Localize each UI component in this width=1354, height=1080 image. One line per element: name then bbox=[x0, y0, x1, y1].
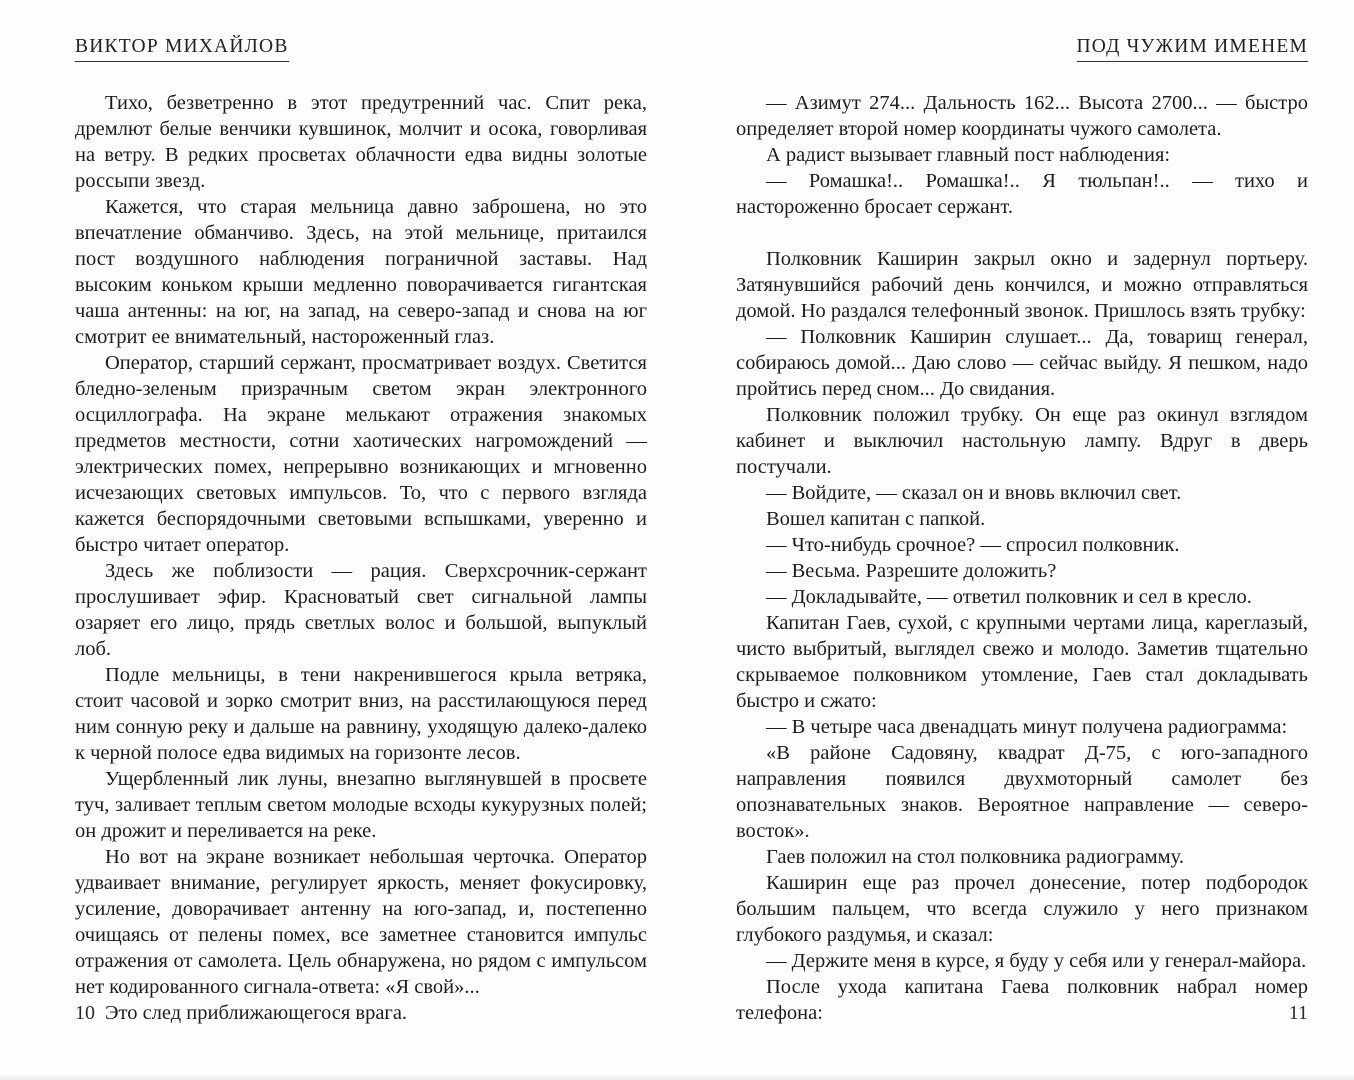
paragraph: Полковник Каширин закрыл окно и задернул портьеру. Затянувшийся рабочий день кончился, и можно отправляться домой. Но раздался телефонный звонок. Пришлось взять трубку: bbox=[736, 248, 1308, 322]
paragraph: «В районе Садовяну, квадрат Д-75, с юго-западного направления появился двухмоторный самолет без опознавательных знаков. Вероятное направление — северо-восток». bbox=[736, 742, 1308, 842]
running-head-row-left bbox=[75, 36, 647, 70]
paragraph: — Азимут 274... Дальность 162... Высота 2700... — быстро определяет второй номер координаты чужого самолета. bbox=[736, 92, 1308, 140]
paragraph: Это след приближающегося врага. bbox=[105, 1002, 408, 1024]
paragraph: — Ромашка!.. Ромашка!.. Я тюльпан!.. — тихо и настороженно бросает сержант. bbox=[736, 170, 1308, 218]
paragraph: — Весьма. Разрешите доложить? bbox=[766, 560, 1057, 582]
running-head-row-right bbox=[736, 36, 1308, 70]
paragraph: Вошел капитан с папкой. bbox=[766, 508, 986, 530]
paragraph: Оператор, старший сержант, просматривает воздух. Светится бледно-зеленым призрачным светом экран электронного осциллографа. На экране мелькают отражения знакомых предметов местности, сотни хаотических нагромождений — электрических помех, непрерывно возникающих и мгновенно исчезающих световых импульсов. То, что с первого взгляда кажется беспорядочными световыми вспышками, уверенно и быстро читает оператор. bbox=[75, 352, 647, 556]
paragraph: Капитан Гаев, сухой, с крупными чертами лица, кареглазый, чисто выбритый, выглядел свежо и молодо. Заметив тщательно скрываемое полковником утомление, Гаев стал докладывать быстро и сжато: bbox=[736, 612, 1308, 712]
paragraph: А радист вызывает главный пост наблюдения: bbox=[766, 144, 1171, 166]
paragraph: — В четыре часа двенадцать минут получена радиограмма: bbox=[766, 716, 1288, 738]
paragraph: Кажется, что старая мельница давно заброшена, но это впечатление обманчиво. Здесь, на этой мельнице, притаился пост воздушного наблюдения пограничной заставы. Над высоким коньком крыши медленно поворачивается гигантская чаша антенны: на юг, на запад, на северо-запад и снова на юг смотрит ее внимательный, настороженный глаз. bbox=[75, 196, 647, 348]
page-number-right: 11 bbox=[1288, 1002, 1308, 1024]
page-right bbox=[736, 36, 1308, 1026]
paragraph: Здесь же поблизости — рация. Сверхсрочник-сержант прослушивает эфир. Красноватый свет сигнальной лампы озаряет его лицо, прядь светлых волос и большой, выпуклый лоб. bbox=[75, 560, 647, 660]
paragraph: — Держите меня в курсе, я буду у себя или у генерал-майора. bbox=[766, 950, 1307, 972]
page-left-body-text bbox=[75, 90, 647, 1026]
paragraph: — Что-нибудь срочное? — спросил полковник. bbox=[766, 534, 1180, 556]
paragraph: Гаев положил на стол полковника радиограмму. bbox=[766, 846, 1184, 868]
paragraph: Ущербленный лик луны, внезапно выглянувшей в просвете туч, заливает теплым светом молодые всходы кукурузных полей; он дрожит и переливается на реке. bbox=[75, 768, 647, 842]
paragraph: — Войдите, — сказал он и вновь включил свет. bbox=[766, 482, 1182, 504]
running-head-author: ВИКТОР МИХАЙЛОВ bbox=[75, 36, 289, 62]
page-right-body-text bbox=[736, 90, 1308, 1026]
paragraph: Полковник положил трубку. Он еще раз окинул взглядом кабинет и выключил настольную лампу. Вдруг в дверь постучали. bbox=[736, 404, 1308, 478]
paragraph: — Докладывайте, — ответил полковник и сел в кресло. bbox=[766, 586, 1252, 608]
paragraph: Каширин еще раз прочел донесение, потер подбородок большим пальцем, что всегда служило у него признаком глубокого раздумья, и сказал: bbox=[736, 872, 1308, 946]
paragraph: Подле мельницы, в тени накренившегося крыла ветряка, стоит часовой и зорко смотрит вниз, на расстилающуюся перед ним сонную реку и дальше на равнину, уходящую далеко-далеко к черной полосе едва видимых на горизонте лесов. bbox=[75, 664, 647, 764]
running-head-book-title: ПОД ЧУЖИМ ИМЕНЕМ bbox=[1077, 36, 1308, 62]
page-number-left: 10 bbox=[75, 1002, 95, 1024]
paragraph: Тихо, безветренно в этот предутренний час. Спит река, дремлют белые венчики кувшинок, молчит и осока, говорливая на ветру. В редких просветах облачности едва видны золотые россыпи звезд. bbox=[75, 92, 647, 192]
paragraph: — Полковник Каширин слушает... Да, товарищ генерал, собираюсь домой... Даю слово — сейчас выйду. Я пешком, надо пройтись перед сном... До свидания. bbox=[736, 326, 1308, 400]
paragraph: После ухода капитана Гаева полковник набрал номер телефона: bbox=[736, 976, 1308, 1024]
scene-break bbox=[736, 220, 1308, 246]
paragraph: Но вот на экране возникает небольшая черточка. Оператор удваивает внимание, регулирует яркость, меняет фокусировку, усиление, доворачивает антенну на юго-запад, и, постепенно очищаясь от пелены помех, все заметнее становится импульс отражения от самолета. Цель обнаружена, но рядом с импульсом нет кодированного сигнала-ответа: «Я свой»... bbox=[75, 846, 647, 998]
page-left bbox=[75, 36, 647, 1026]
